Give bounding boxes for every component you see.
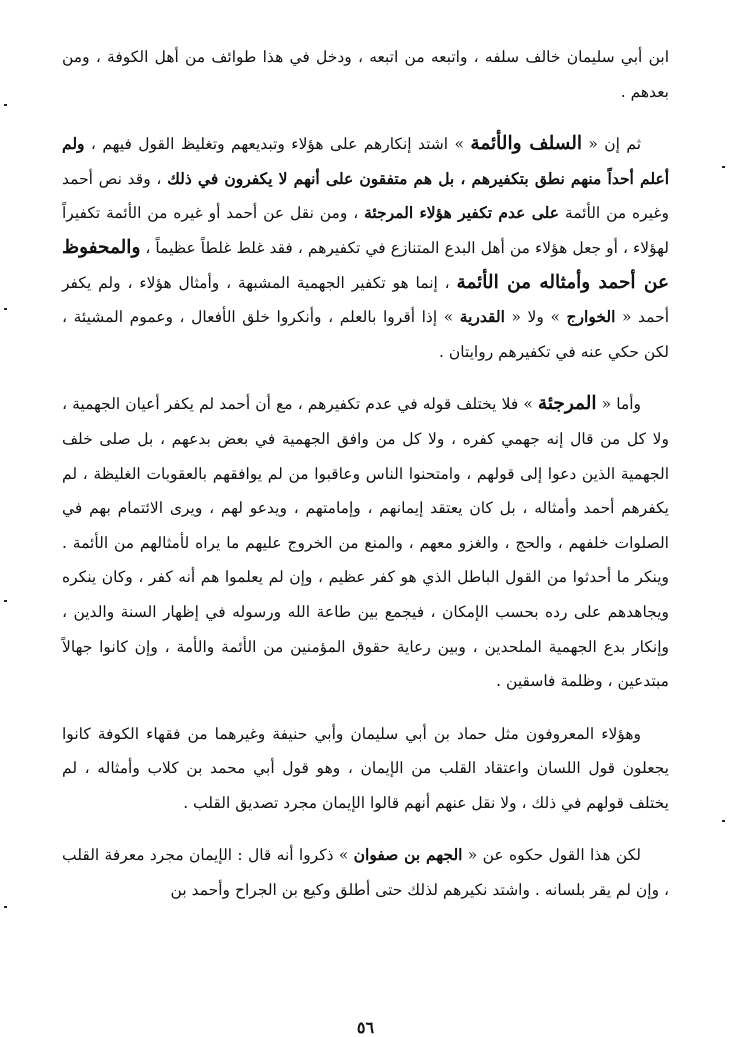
page-number: ٥٦ (356, 1018, 375, 1037)
paragraph (62, 387, 669, 698)
text-run: » إذا أقروا بالعلم ، وأنكروا خلق الأفعال ، وعموم المشيئة ، لكن حكي عنه في تكفيرهم روايتان . (62, 308, 669, 361)
text-run: ، إنما هو تكفير الجهمية المشبهة ، وأمثال هؤلاء ، ولم يكفر أحمد « (62, 273, 670, 327)
scan-mark (4, 104, 7, 106)
scan-mark (4, 600, 7, 602)
paragraph (62, 838, 669, 907)
text-run: ابن أبي سليمان خالف سلفه ، واتبعه من اتبعه ، ودخل في هذا طوائف من أهل الكوفة ، ومن بعدهم . (62, 48, 669, 101)
text-run: » اشتد إنكارهم على هؤلاء وتبديعهم وتغليظ القول فيهم ، (84, 135, 471, 154)
emphasized-text: الجهم بن صفوان (353, 845, 463, 865)
emphasized-text: الخوارج (566, 307, 616, 327)
scan-mark (722, 166, 725, 168)
text-run: » ذكروا أنه قال : الإيمان مجرد معرفة القلب ، وإن لم يقر بلسانه . واشتد نكيرهم لذلك حتى أطلق وكيع بن الجراح وأحمد بن (62, 846, 669, 900)
page-body-text (62, 40, 669, 908)
emphasized-text: المرجئة (537, 393, 597, 415)
text-run: وأما « (596, 395, 642, 414)
paragraph (62, 717, 669, 821)
scan-mark (4, 308, 7, 310)
text-run: ، وقد نص أحمد وغيره من الأئمة (62, 169, 669, 223)
text-run: لكن هذا القول حكوه عن « (462, 846, 641, 865)
emphasized-text: القدرية (459, 307, 505, 327)
text-run: » ولا « (504, 308, 567, 327)
text-run: » فلا يختلف قوله في عدم تكفيرهم ، مع أن أحمد لم يكفر أعيان الجهمية ، ولا كل من قال إنه جهمي كفره ، ولا كل من وافق الجهمية في بعض بدعهم ، بل صلى خلف الجهمية الذين دعوا إلى قولهم ، وامتحنوا الناس وعاقبوا من لم يوافقهم بالعقوبات الغليظة ، لم يكفرهم أحمد وأمثاله ، بل كان يعتقد إيمانهم ، وإمامتهم ، ويدعو لهم ، ويرى الائتمام بهم في الصلوات خلفهم ، والحج ، والغزو معهم ، والمنع من الخروج عليهم ما يراه لأمثالهم من الأئمة . وينكر ما أحدثوا من القول الباطل الذي هو كفر عظيم ، وإن لم يعلموا هم أنه كفر ، وكان ينكره ويجاهدهم على رده بحسب الإمكان ، فيجمع بين طاعة الله ورسوله في إظهار السنة والدين ، وإنكار بدع الجهمية الملحدين ، وبين رعاية حقوق المؤمنين من الأئمة والأمة ، وإن كانوا جهالاً مبتدعين ، وظلمة فاسقين . (62, 395, 669, 691)
emphasized-text: ولم أعلم أحداً منهم نطق بتكفيرهم ، بل هم متفقون على أنهم لا يكفرون في ذلك (62, 134, 670, 188)
text-run: ثم إن « (582, 135, 642, 154)
scan-mark (4, 906, 7, 908)
text-run: وهؤلاء المعروفون مثل حماد بن أبي سليمان وأبي حنيفة وغيرهما من فقهاء الكوفة كانوا يجعلون قول اللسان واعتقاد القلب من الإيمان ، وهو قول أبي محمد بن كلاب وأمثاله ، لم يختلف قولهم في ذلك ، ولا نقل عنهم أنهم قالوا الإيمان مجرد تصديق القلب . (62, 724, 669, 812)
emphasized-text: والمحفوظ عن أحمد وأمثاله من الأئمة (62, 236, 669, 293)
paragraph (62, 40, 669, 109)
book-page (62, 40, 670, 1037)
emphasized-text: على عدم تكفير هؤلاء المرجئة (364, 203, 560, 223)
emphasized-text: السلف والأئمة (470, 133, 582, 155)
paragraph (62, 127, 669, 369)
text-run: ، ومن نقل عن أحمد أو غيره من الأئمة تكفيراً لهؤلاء ، أو جعل هؤلاء من أهل البدع المتنازع في تكفيرهم ، فقد غلط غلطاً عظيماً ، (62, 204, 669, 257)
scan-mark (722, 820, 725, 822)
